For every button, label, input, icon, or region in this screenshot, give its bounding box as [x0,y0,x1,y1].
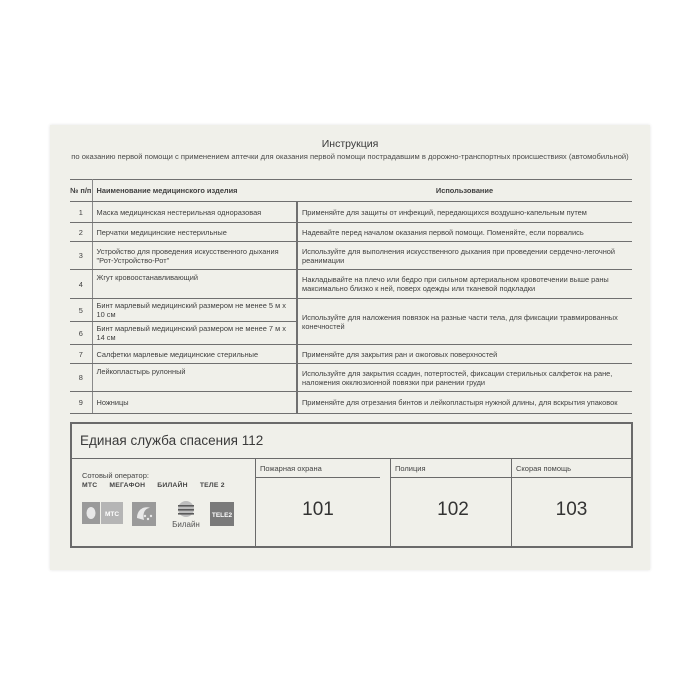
first-aid-table [70,179,632,414]
service-fire [255,459,380,546]
operator-name: БИЛАЙН [157,482,188,489]
operator-name: МЕГАФОН [109,482,146,489]
service-name: Полиция [395,464,426,473]
row-name: Салфетки марлевые медицинские стерильные [92,345,297,364]
mts-logo-text: МТС [104,511,120,518]
operator-label: Сотовый оператор: [82,471,149,480]
operator-logos [82,498,252,530]
service-police [390,459,515,546]
operator-name: МТС [82,482,98,489]
header-name: Наименование медицинского изделия [92,180,297,202]
table-row [70,202,632,223]
services-grid [255,459,631,546]
table-row [70,345,632,364]
service-number: 103 [555,499,588,520]
row-usage: Применяйте для защиты от инфекций, передающихся воздушно-капельным путем [297,202,632,223]
row-name: Бинт марлевый медицинский размером не менее 7 м х 14 см [92,322,297,345]
row-name: Маска медицинская нестерильная одноразовая [92,202,297,223]
row-usage: Используйте для выполнения искусственного дыхания при проведении сердечно-легочной реанимации [297,242,632,270]
row-usage: Применяйте для закрытия ран и ожоговых поверхностей [297,345,632,364]
header-num: № п/п [70,180,92,202]
service-number: 101 [302,499,334,520]
row-num: 7 [70,345,92,364]
row-usage: Накладывайте на плечо или бедро при сильном артериальном кровотечении выше раны максимально близко к ней, поверх одежды или тканевой подкладки [297,270,632,299]
row-num: 9 [70,392,92,414]
instruction-subtitle: по оказанию первой помощи с применением аптечки для оказания первой помощи пострадавшим в дорожно-транспортных происшествиях (автомобильной) [71,152,629,161]
service-ambulance [511,459,631,546]
row-name: Устройство для проведения искусственного дыхания "Рот-Устройство-Рот" [92,242,297,270]
mts-logo-icon [82,502,123,524]
instruction-card [50,125,650,570]
row-name: Жгут кровоостанавливающий [92,270,297,299]
divider [391,477,515,478]
row-num: 4 [70,270,92,299]
megafon-logo-icon [132,502,156,526]
table-row [70,270,632,299]
divider [256,477,380,478]
instruction-title: Инструкция [321,138,379,150]
table-row [70,223,632,242]
tele2-logo-text: TELE2 [211,512,233,519]
table-header-row [70,180,632,202]
table-row [70,299,632,322]
row-name: Перчатки медицинские нестерильные [92,223,297,242]
row-num: 1 [70,202,92,223]
row-usage: Применяйте для отрезания бинтов и лейкопластыря нужной длины, для вскрытия упаковок [297,392,632,414]
row-usage: Используйте для закрытия ссадин, потертостей, фиксации стерильных салфеток на ране, наложения окклюзионной повязки при ранении груди [297,364,632,392]
row-num: 8 [70,364,92,392]
beeline-logo-text: Билайн [172,520,200,529]
row-name: Бинт марлевый медицинский размером не менее 5 м х 10 см [92,299,297,322]
row-usage: Надевайте перед началом оказания первой помощи. Поменяйте, если порвались [297,223,632,242]
emergency-box [70,422,633,548]
operator-name: ТЕЛЕ 2 [199,482,225,489]
beeline-logo-icon [172,501,200,529]
table-row [70,392,632,414]
row-num: 5 [70,299,92,322]
row-num: 3 [70,242,92,270]
row-name: Лейкопластырь рулонный [92,364,297,392]
row-num: 2 [70,223,92,242]
service-name: Пожарная охрана [260,464,322,473]
operator-names [82,482,235,489]
row-num: 6 [70,322,92,345]
service-number: 102 [437,499,469,520]
row-usage-merged: Используйте для наложения повязок на разные части тела, для фиксации травмированных конечностей [297,299,632,345]
emergency-title: Единая служба спасения 112 [80,433,264,448]
table-row [70,364,632,392]
service-name: Скорая помощь [516,464,572,473]
row-name: Ножницы [92,392,297,414]
header-usage: Использование [297,180,632,202]
tele2-logo-icon [210,502,234,526]
divider [512,477,631,478]
table-row [70,242,632,270]
